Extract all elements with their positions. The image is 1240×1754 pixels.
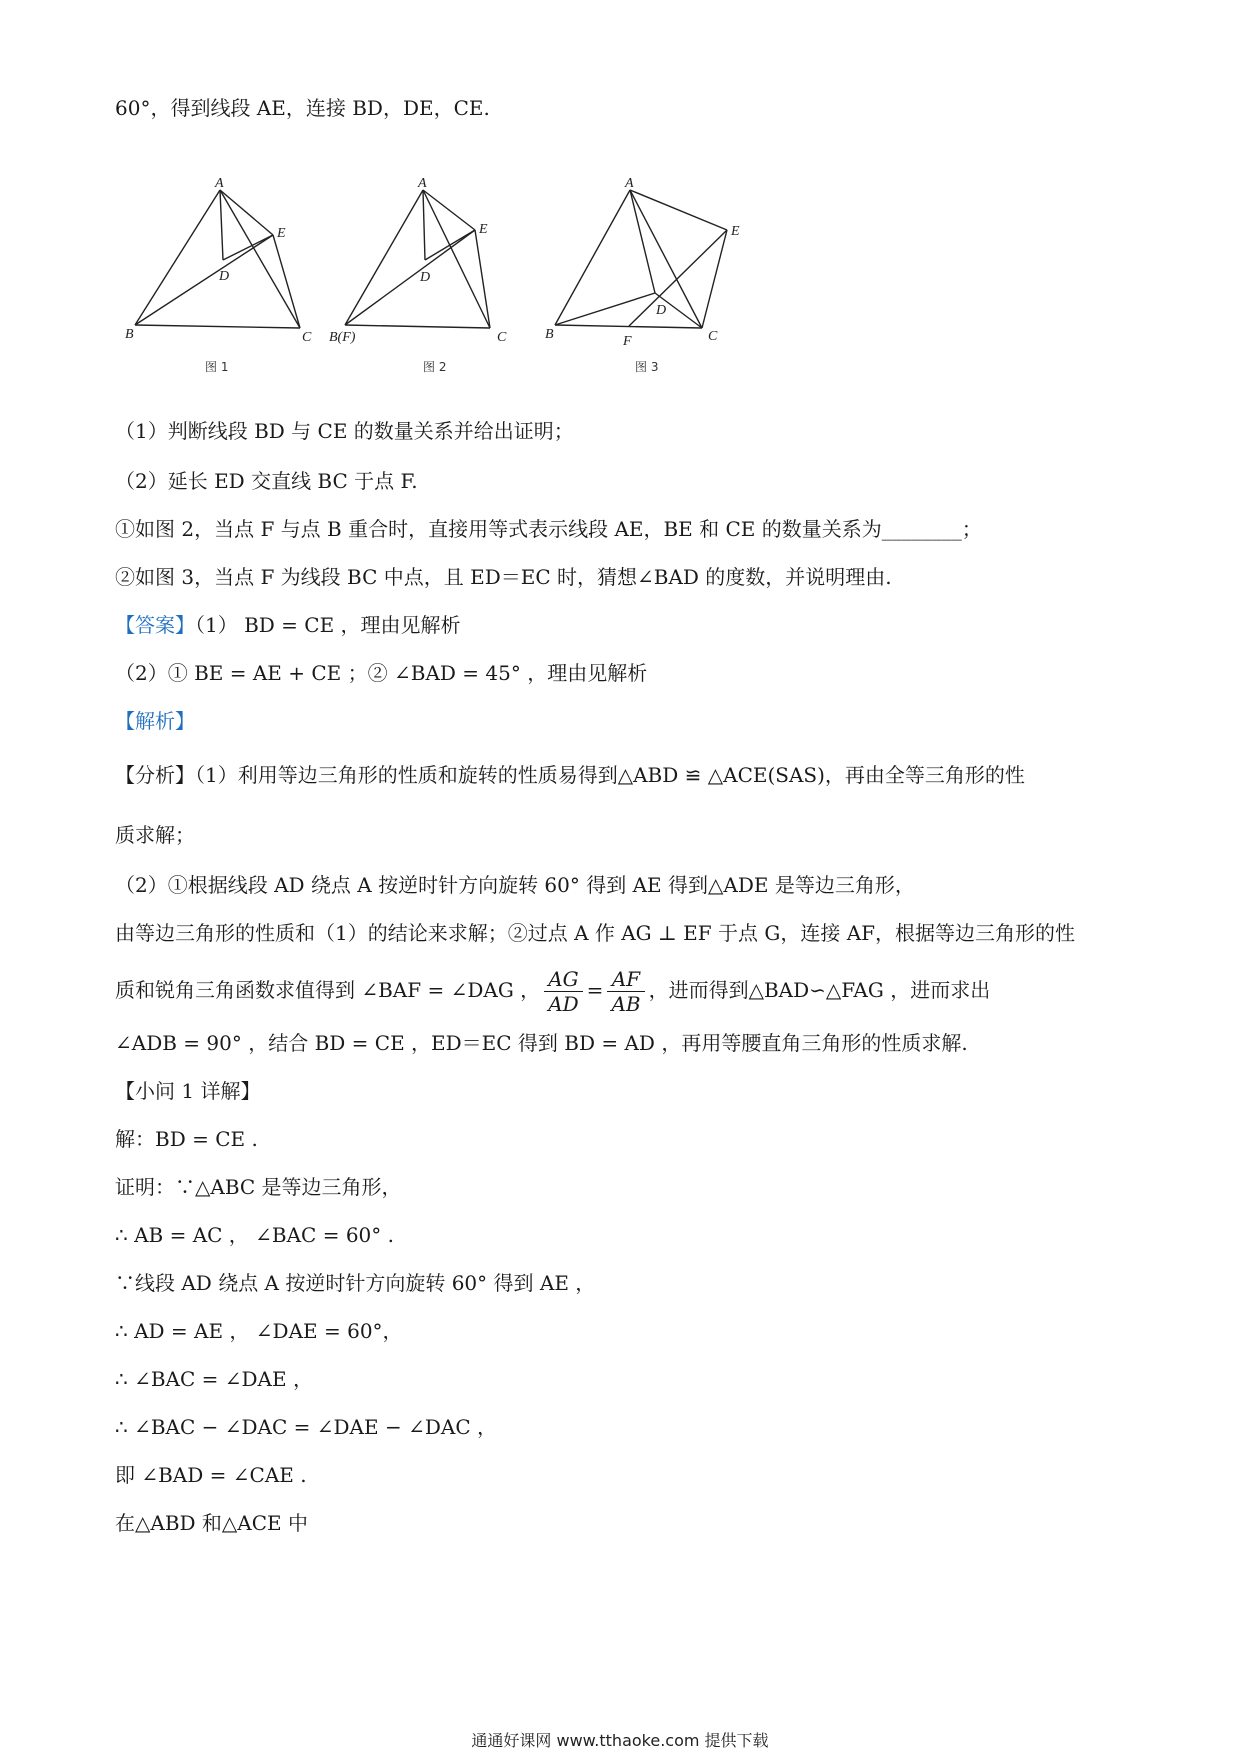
analysis-line-5-suffix: ，进而得到△BAD∽△FAG ，进而求出 bbox=[648, 978, 991, 1002]
fig2-label-d: D bbox=[420, 270, 431, 285]
answer-line-2: （2）① BE = AE + CE ；② ∠BAD = 45° ，理由见解析 bbox=[115, 661, 648, 685]
fig2-label-c: C bbox=[497, 330, 507, 345]
question-2: （2）延长 ED 交直线 BC 于点 F. bbox=[115, 469, 418, 493]
proof-line-4: ∴ AD = AE ， ∠DAE = 60°， bbox=[115, 1319, 403, 1343]
fig3-caption: 图 3 bbox=[635, 360, 659, 374]
fig1-label-b: B bbox=[125, 327, 134, 342]
analysis-line-5-prefix: 质和锐角三角函数求值得到 ∠BAF = ∠DAG ， bbox=[115, 978, 541, 1002]
figure-2 bbox=[329, 175, 535, 379]
figure-1 bbox=[125, 175, 325, 379]
fig3-label-d: D bbox=[656, 303, 667, 318]
figure-3-diagram bbox=[545, 175, 775, 375]
page-footer: 通通好课网 www.tthaoke.com 提供下载 bbox=[471, 1731, 769, 1750]
fig3-label-c: C bbox=[708, 329, 718, 344]
fraction-1-denominator: AD bbox=[548, 992, 579, 1016]
analysis-line-1: 【分析】（1）利用等边三角形的性质和旋转的性质易得到△ABD ≌ △ACE(SAS)，再由全等三角形的性 bbox=[115, 763, 1025, 787]
fraction-1-numerator: AG bbox=[544, 967, 582, 992]
proof-line-3: ∵线段 AD 绕点 A 按逆时针方向旋转 60° 得到 AE ， bbox=[115, 1271, 596, 1295]
fraction-ag-ad bbox=[544, 967, 582, 1016]
proof-line-8: 在△ABD 和△ACE 中 bbox=[115, 1511, 308, 1535]
fraction-2-denominator: AB bbox=[611, 992, 641, 1016]
analysis-line-4: 由等边三角形的性质和（1）的结论来求解；②过点 A 作 AG ⊥ EF 于点 G，连接 AF，根据等边三角形的性 bbox=[115, 921, 1076, 945]
proof-line-2: ∴ AB = AC ， ∠BAC = 60° . bbox=[115, 1223, 394, 1247]
analysis-line-2: 质求解； bbox=[115, 823, 195, 847]
analysis-line-5 bbox=[115, 960, 990, 1020]
fig1-label-e: E bbox=[277, 226, 286, 241]
question-2-part-1: ①如图 2，当点 F 与点 B 重合时，直接用等式表示线段 AE，BE 和 CE 的数量关系为________； bbox=[115, 517, 982, 541]
figure-1-diagram bbox=[125, 175, 325, 375]
proof-line-7: 即 ∠BAD = ∠CAE . bbox=[115, 1463, 307, 1487]
fig2-label-a: A bbox=[418, 176, 427, 191]
fig3-label-f: F bbox=[623, 334, 632, 349]
fig1-label-a: A bbox=[215, 176, 224, 191]
fig2-label-bf: B(F) bbox=[329, 330, 356, 345]
answer-tag: 【答案】 bbox=[115, 613, 195, 637]
fig1-label-c: C bbox=[302, 330, 312, 345]
question-1: （1）判断线段 BD 与 CE 的数量关系并给出证明； bbox=[115, 419, 574, 443]
fraction-2-numerator: AF bbox=[607, 967, 644, 992]
fig1-caption: 图 1 bbox=[205, 360, 229, 374]
equals-sign: = bbox=[586, 978, 604, 1002]
question-2-part-2: ②如图 3，当点 F 为线段 BC 中点，且 ED＝EC 时，猜想∠BAD 的度数，并说明理由. bbox=[115, 565, 892, 589]
proof-line-1: 证明：∵△ABC 是等边三角形， bbox=[115, 1175, 402, 1199]
fig3-label-b: B bbox=[545, 327, 554, 342]
fig2-label-e: E bbox=[479, 222, 488, 237]
proof-line-6: ∴ ∠BAC − ∠DAC = ∠DAE − ∠DAC ， bbox=[115, 1415, 497, 1439]
analysis-line-3: （2）①根据线段 AD 绕点 A 按逆时针方向旋转 60° 得到 AE 得到△ADE 是等边三角形， bbox=[115, 873, 915, 897]
intro-line: 60°，得到线段 AE，连接 BD，DE，CE. bbox=[115, 96, 490, 120]
fig3-label-e: E bbox=[731, 224, 740, 239]
analysis-tag: 【解析】 bbox=[115, 709, 195, 733]
analysis-line-6: ∠ADB = 90° ，结合 BD = CE ，ED＝EC 得到 BD = AD ，再用等腰直角三角形的性质求解. bbox=[115, 1031, 968, 1055]
fig1-label-d: D bbox=[219, 269, 230, 284]
sub-question-1-heading: 【小问 1 详解】 bbox=[115, 1079, 261, 1103]
fig3-label-a: A bbox=[625, 176, 634, 191]
fraction-af-ab bbox=[607, 967, 644, 1016]
solution-line-1: 解：BD = CE . bbox=[115, 1127, 258, 1151]
answer-line-1 bbox=[115, 612, 461, 638]
fig2-caption: 图 2 bbox=[423, 360, 447, 374]
figure-3 bbox=[545, 175, 775, 379]
answer-text: （1） BD = CE ，理由见解析 bbox=[195, 613, 461, 637]
figure-2-diagram bbox=[329, 175, 535, 375]
proof-line-5: ∴ ∠BAC = ∠DAE ， bbox=[115, 1367, 313, 1391]
